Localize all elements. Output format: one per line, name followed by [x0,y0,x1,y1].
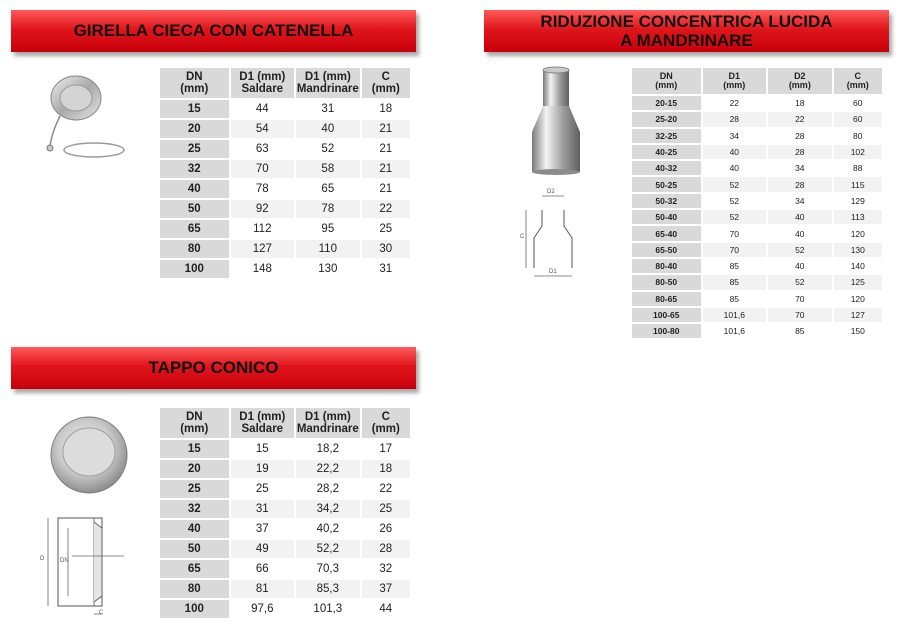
dn-cell: 50 [160,200,231,220]
value-cell: 58 [296,160,362,180]
dn-cell: 32-25 [632,129,703,145]
table-row [160,600,412,620]
value-cell: 28 [768,145,834,161]
value-cell: 34 [768,161,834,177]
value-cell: 25 [231,480,297,500]
table-row [632,243,884,259]
table-row [632,275,884,291]
value-cell: 21 [362,160,412,180]
value-cell: 140 [834,259,884,275]
title-line-2: A MANDRINARE [620,31,753,50]
value-cell: 85 [703,259,769,275]
value-cell: 97,6 [231,600,297,620]
value-cell: 85,3 [296,580,362,600]
table-row [632,129,884,145]
dn-cell: 50-40 [632,210,703,226]
table-row [632,194,884,210]
dn-cell: 40 [160,520,231,540]
value-cell: 113 [834,210,884,226]
value-cell: 101,3 [296,600,362,620]
value-cell: 22 [362,480,412,500]
dn-cell: 40-32 [632,161,703,177]
value-cell: 130 [834,243,884,259]
value-cell: 31 [362,260,412,280]
table-row [632,308,884,324]
value-cell: 40 [296,120,362,140]
value-cell: 130 [296,260,362,280]
value-cell: 26 [362,520,412,540]
value-cell: 70 [768,308,834,324]
column-header: DN (mm) [632,68,703,96]
value-cell: 44 [362,600,412,620]
value-cell: 85 [768,324,834,340]
value-cell: 85 [703,275,769,291]
value-cell: 25 [362,220,412,240]
table-row [160,460,412,480]
value-cell: 88 [834,161,884,177]
value-cell: 148 [231,260,297,280]
value-cell: 78 [231,180,297,200]
value-cell: 31 [231,500,297,520]
value-cell: 150 [834,324,884,340]
dn-cell: 40 [160,180,231,200]
tappo-spec-table [160,408,412,620]
dn-cell: 80 [160,240,231,260]
table-row [160,200,412,220]
column-header: C (mm) [362,408,412,440]
dn-cell: 40-25 [632,145,703,161]
value-cell: 21 [362,180,412,200]
value-cell: 30 [362,240,412,260]
value-cell: 18,2 [296,440,362,460]
table-row [160,540,412,560]
dn-cell: 32 [160,160,231,180]
dn-cell: 32 [160,500,231,520]
value-cell: 52 [296,140,362,160]
table-row [160,160,412,180]
value-cell: 65 [296,180,362,200]
value-cell: 52 [703,210,769,226]
dn-cell: 50-32 [632,194,703,210]
value-cell: 31 [296,100,362,120]
value-cell: 129 [834,194,884,210]
value-cell: 28 [703,112,769,128]
table-row [160,120,412,140]
value-cell: 40,2 [296,520,362,540]
diagram-label-c: C [520,234,525,240]
value-cell: 18 [362,460,412,480]
title-text: GIRELLA CIECA CON CATENELLA [73,21,354,40]
table-row [632,112,884,128]
table-row [160,260,412,280]
table-header-row [160,408,412,440]
value-cell: 70 [231,160,297,180]
value-cell: 60 [834,96,884,112]
value-cell: 85 [703,292,769,308]
table-row [632,161,884,177]
value-cell: 28,2 [296,480,362,500]
value-cell: 25 [362,500,412,520]
value-cell: 22 [362,200,412,220]
dn-cell: 50-25 [632,177,703,193]
value-cell: 49 [231,540,297,560]
tappo-product-image [46,410,132,496]
value-cell: 18 [768,96,834,112]
value-cell: 112 [231,220,297,240]
title-text: TAPPO CONICO [148,358,279,377]
diagram-label-dn: DN [60,558,69,564]
dn-cell: 25-20 [632,112,703,128]
value-cell: 32 [362,560,412,580]
diagram-label-d: D [40,556,45,562]
value-cell: 34,2 [296,500,362,520]
girella-spec-table [160,68,412,280]
value-cell: 37 [362,580,412,600]
dn-cell: 25 [160,480,231,500]
value-cell: 19 [231,460,297,480]
dn-cell: 80-40 [632,259,703,275]
title-line-1: RIDUZIONE CONCENTRICA LUCIDA [540,12,833,31]
value-cell: 127 [231,240,297,260]
value-cell: 70 [768,292,834,308]
column-header: C (mm) [834,68,884,96]
dn-cell: 65-40 [632,226,703,242]
diagram-label-c: C [99,610,104,616]
dn-cell: 65 [160,560,231,580]
column-header: D1 (mm) Saldare [231,408,297,440]
table-row [160,500,412,520]
table-row [160,180,412,200]
table-row [160,480,412,500]
value-cell: 52 [703,177,769,193]
column-header: DN (mm) [160,68,231,100]
value-cell: 81 [231,580,297,600]
value-cell: 34 [768,194,834,210]
table-row [160,220,412,240]
table-row [632,177,884,193]
value-cell: 70 [703,243,769,259]
value-cell: 80 [834,129,884,145]
dn-cell: 15 [160,440,231,460]
column-header: D1 (mm) [703,68,769,96]
dn-cell: 15 [160,100,231,120]
riduzione-spec-table [632,68,884,340]
value-cell: 28 [362,540,412,560]
diagram-label-d1: D1 [549,269,557,275]
dn-cell: 20-15 [632,96,703,112]
value-cell: 22 [768,112,834,128]
value-cell: 40 [768,226,834,242]
table-row [160,240,412,260]
section-title-riduzione [484,10,889,52]
value-cell: 101,6 [703,324,769,340]
girella-product-image [38,68,134,164]
value-cell: 70 [703,226,769,242]
value-cell: 127 [834,308,884,324]
value-cell: 60 [834,112,884,128]
value-cell: 110 [296,240,362,260]
table-row [160,520,412,540]
dn-cell: 80-65 [632,292,703,308]
value-cell: 52,2 [296,540,362,560]
value-cell: 34 [703,129,769,145]
value-cell: 40 [768,210,834,226]
value-cell: 95 [296,220,362,240]
tappo-diagram [38,510,128,622]
column-header: D2 (mm) [768,68,834,96]
value-cell: 40 [703,161,769,177]
table-row [632,292,884,308]
value-cell: 52 [768,275,834,291]
value-cell: 40 [703,145,769,161]
dn-cell: 80-50 [632,275,703,291]
value-cell: 28 [768,177,834,193]
value-cell: 22 [703,96,769,112]
value-cell: 22,2 [296,460,362,480]
table-row [160,440,412,460]
dn-cell: 50 [160,540,231,560]
dn-cell: 25 [160,140,231,160]
table-header-row [632,68,884,96]
table-row [160,580,412,600]
value-cell: 115 [834,177,884,193]
table-row [632,259,884,275]
value-cell: 92 [231,200,297,220]
column-header: D1 (mm) Saldare [231,68,297,100]
riduzione-diagram [520,188,586,284]
dn-cell: 20 [160,460,231,480]
value-cell: 78 [296,200,362,220]
value-cell: 28 [768,129,834,145]
value-cell: 63 [231,140,297,160]
column-header: C (mm) [362,68,412,100]
value-cell: 18 [362,100,412,120]
value-cell: 44 [231,100,297,120]
value-cell: 66 [231,560,297,580]
value-cell: 15 [231,440,297,460]
value-cell: 40 [768,259,834,275]
table-row [632,210,884,226]
column-header: DN (mm) [160,408,231,440]
table-row [160,140,412,160]
value-cell: 52 [703,194,769,210]
value-cell: 125 [834,275,884,291]
table-row [632,226,884,242]
dn-cell: 100 [160,600,231,620]
table-row [632,324,884,340]
value-cell: 120 [834,226,884,242]
table-row [632,145,884,161]
value-cell: 101,6 [703,308,769,324]
table-row [160,560,412,580]
value-cell: 21 [362,140,412,160]
dn-cell: 100-80 [632,324,703,340]
value-cell: 54 [231,120,297,140]
dn-cell: 65 [160,220,231,240]
section-title-girella [11,10,416,52]
diagram-label-d2: D2 [547,189,555,195]
dn-cell: 20 [160,120,231,140]
value-cell: 21 [362,120,412,140]
dn-cell: 65-50 [632,243,703,259]
value-cell: 120 [834,292,884,308]
dn-cell: 100 [160,260,231,280]
dn-cell: 100-65 [632,308,703,324]
column-header: D1 (mm) Mandrinare [296,408,362,440]
value-cell: 52 [768,243,834,259]
value-cell: 70,3 [296,560,362,580]
table-row [160,100,412,120]
section-title-tappo [11,347,416,389]
value-cell: 17 [362,440,412,460]
value-cell: 37 [231,520,297,540]
column-header: D1 (mm) Mandrinare [296,68,362,100]
value-cell: 102 [834,145,884,161]
table-header-row [160,68,412,100]
dn-cell: 80 [160,580,231,600]
riduzione-product-image [528,66,584,176]
table-row [632,96,884,112]
